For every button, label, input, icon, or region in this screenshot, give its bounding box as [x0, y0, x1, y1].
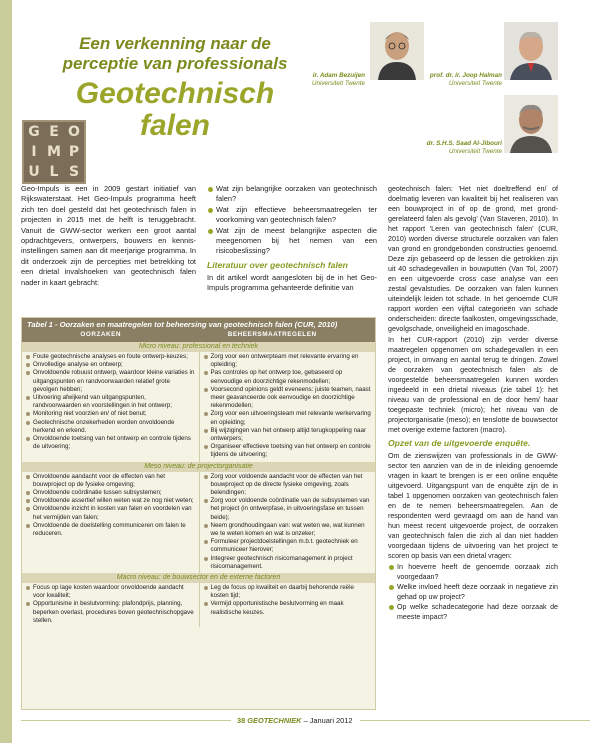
paragraph: In dit artikel wordt aangesloten bij de in het Geo-Impuls programma gehanteerde definitie van [207, 272, 377, 293]
article-title: Geotechnisch falen [75, 77, 275, 142]
table-title: Tabel 1 - Oorzaken en maatregelen tot beheersing van geotechnisch falen (CUR, 2010) [27, 320, 338, 329]
logo-letter: I [31, 144, 37, 160]
author-affiliation: Universiteit Twente [448, 148, 502, 155]
measure-item: Voorsecond opinions geldt eveneens: juiste teamen, naast meer geavanceerde ook eenvoudige en doorzichtige rekenmodellen; [203, 386, 372, 411]
page-footer [237, 716, 352, 725]
measures-cell [199, 472, 376, 573]
logo-letter: M [47, 144, 61, 160]
logo-letter: P [68, 144, 80, 160]
measure-item: Integreer geotechnisch risicomanagement in project risicomanagement. [203, 555, 372, 571]
footer-rule [360, 720, 590, 721]
logo-letter: L [49, 164, 59, 180]
column-header-measures: BEHEERSMAATREGELEN [227, 331, 317, 338]
list-item: Wat zijn effectieve beheersmaatregelen ter voorkoming van geotechnisch falen? [207, 205, 377, 226]
survey-questions-list [388, 562, 558, 622]
logo-letter: S [68, 164, 80, 180]
measure-item: Formuleer projectdoelstellingen m.b.t. geotechniek en communiceer hierover; [203, 538, 372, 554]
measure-item: Pas controles op het ontwerp toe, gebaseerd op eenvoudige en doorzichtige rekenmodellen; [203, 369, 372, 385]
cause-item: Onvolledige analyse en ontwerp; [25, 361, 195, 369]
causes-cell [22, 583, 199, 627]
measure-item: Zorg voor een ontwerpteam met relevante ervaring en opleiding; [203, 353, 372, 369]
measure-item: Zorg voor voldoende aandacht voor de effecten van het bouwproject op de directe fysieke omgeving, zoals belendingen; [203, 473, 372, 498]
author-name: ir. Adam Bezuijen [312, 72, 365, 79]
author-3 [400, 140, 502, 156]
measure-item: Organiseer effectieve toetsing van het ontwerp en controle tijdens de uitvoering; [203, 443, 372, 459]
paragraph: geotechnisch falen: 'Het niet doeltreffend en/ of doelmatig leveren van kwaliteit bij het realiseren van een bouwproject in of op de grond, met grond-gerelateerd falen als gevolg' (Van Staveren, 2010). In het rapport 'Leren van geotechnisch falen' (CUR, 2010) worden diverse structurele oorzaken van falen van grond en grondgebonden constructies genoemd. Deze zijn gebaseerd op de lessen die getrokken zijn uit 40 schadegevallen in bouwputten (Van Tol, 2007) en een uitgevoerde cross case analyse van een zestal gevalstudies. De oorzaken van falen kunnen uiteindelijk leiden tot schade. In het genoemde CUR rapport worden een vijftal categorieën van schade onderscheiden: directe faalkosten, omgevingsschade, gevolgschade, onveiligheid en imagoschade. [388, 185, 558, 333]
table-header [22, 318, 375, 342]
author-name: prof. dr. ir. Joop Halman [429, 72, 502, 79]
logo-letter: G [28, 124, 40, 140]
cause-item: Onvoldoende coördinatie tussen subsystemen; [25, 489, 195, 497]
issue-date: – Januari 2012 [303, 716, 353, 725]
paragraph: Om de zienswijzen van professionals in de GWW-sector ten aanzien van de in de inleiding genoemde vragen in kaart te brengen is er een online enquête uitgevoerd. Uitgangspunt van de enquête zijn de in tabel 1 opgenomen oorzaken van geotechnisch falen en de te nemen beheersmaatregelen. Aan de respondenten werd gevraagd om aan de hand van hun meest recent uitgevoerde project, de oorzaken van geotechnisch falen die zich al dan niet hadden voorgedaan tijdens de uitvoering van het project te scoren op basis van een drietal vragen: [388, 452, 558, 560]
geo-impuls-logo [22, 120, 86, 184]
column-3 [388, 184, 558, 622]
author-2 [410, 72, 502, 88]
measure-item: Neem grondhoudingaan van: wat weten we, wat kunnen we te weten komen en wat is onzeker; [203, 522, 372, 538]
list-item: Wat zijn belangrijke oorzaken van geotechnisch falen? [207, 184, 377, 205]
measure-item: Zorg voor een uitvoeringsteam met relevante werkervaring en opleiding; [203, 410, 372, 426]
table-section-label: Micro niveau: professional en techniek [22, 342, 375, 352]
measure-item: Zorg voor voldoende coördinatie van de subsystemen van het project (in ontwerpfase, in uitvoeringsfase en tussen beide); [203, 497, 372, 522]
measure-item: Vermijd opportunistische beslutvorming en maak realistische keuzes. [203, 600, 372, 616]
cause-item: Focus op lage kosten waardoor onvoldoende aandacht voor kwaliteit; [25, 584, 195, 600]
cause-item: Geotechnische onzekerheden worden onvoldoende herkend en erkend. [25, 419, 195, 435]
logo-letter: O [68, 124, 80, 140]
measure-item: Bij wijzigingen van het ontwerp altijd terugkoppeling naar ontwerpers; [203, 427, 372, 443]
cause-item: Onvoldoende inzicht in kosten van falen en voordelen van het vermijden van falen; [25, 505, 195, 521]
cause-item: Opportunisme in beslutvorming: plafondprijs, planning, beperken overlast, procedures boven geotechnischopgave stellen. [25, 600, 195, 625]
measure-item: Leg de focus op kwaliteit en daarbij behorende reële kosten tijd; [203, 584, 372, 600]
author-affiliation: Universiteit Twente [448, 80, 502, 87]
left-color-bar [0, 0, 12, 743]
author-photo-3 [504, 95, 558, 153]
section-heading: Literatuur over geotechnisch falen [207, 259, 348, 270]
cause-item: Foute geotechnische analyses en foute ontwerp-keuzes; [25, 353, 195, 361]
cause-item: Uitvoering afwijkend van uitgangspunten, randvoorwaarden en voorstellingen in het ontwerp; [25, 394, 195, 410]
table-1 [21, 317, 376, 710]
intro-paragraph: Geo-Impuls is een in 2009 gestart initiatief van Rijkswaterstaat. Het Geo-Impuls programma heeft zich ten doel gesteld dat het geotechnisch falen in projecten in 2015 met de helft is teruggebracht. Vanuit de GWW-sector werken een groot aantal opdrachtgevers, ontwerpers, bouwers en kennis-instellingen samen aan dit meerjarige programma. In dit onderzoek zijn de percepties met betrekking tot een drietal invalshoeken van geotechnisch falen nader in kaart gebracht: [21, 184, 196, 287]
table-row [22, 352, 375, 462]
table-row [22, 583, 375, 627]
cause-item: Onvoldoende aandacht voor de effecten van het bouwproject op de fysieke omgeving; [25, 473, 195, 489]
author-name: dr. S.H.S. Saad Al-Jibouri [426, 140, 502, 147]
table-section-label: Meso niveau: de projectorganisatie [22, 462, 375, 472]
column-1 [21, 184, 196, 289]
list-item: Op welke schadecategorie had deze oorzaak de meeste impact? [388, 602, 558, 622]
list-item: Wat zijn de meest belangrijke aspecten die meegenomen bij het nemen van een risicobeslissing? [207, 226, 377, 257]
cause-item: Monitoring niet voorzien en/ of niet benut; [25, 410, 195, 418]
measures-cell [199, 352, 376, 462]
author-affiliation: Universiteit Twente [311, 80, 365, 87]
cause-item: Onvoldoende de doelstelling communiceren om falen te reduceren. [25, 522, 195, 538]
journal-name: GEOTECHNIEK [247, 716, 302, 725]
table-section-label: Macro niveau: de bouwsector en de externe factoren [22, 573, 375, 583]
cause-item: Onvoldoende toetsing van het ontwerp en controle tijdens de uitvoering; [25, 435, 195, 451]
causes-cell [22, 352, 199, 462]
list-item: Welke invloed heeft deze oorzaak in negatieve zin gehad op uw project? [388, 582, 558, 602]
author-photo-2 [504, 22, 558, 80]
section-heading: Opzet van de uitgevoerde enquête. [388, 438, 531, 448]
cause-item: Onvoldoende assertief willen weten wat ze nog niet weten; [25, 497, 195, 505]
footer-rule [21, 720, 231, 721]
research-questions-list [207, 184, 377, 257]
paragraph: In het CUR-rapport (2010) zijn verder diverse maatregelen opgenomen om schadegevallen in een project, in omvang en aantal terug te dringen. Zowel de oorzaken van geotechnisch falen als de voorgestelde beheersmaatregelen kunnen worden ingedeeld in een drietal niveaus (zie tabel 1): het niveau van de professional en de door hem/ haar toegepaste techniek (micro); het niveau van de projectorganisatie (meso); en tenslotte de bouwsector met overige externe factoren (macro). [388, 336, 558, 434]
author-1 [300, 72, 365, 88]
causes-cell [22, 472, 199, 573]
logo-letter: U [28, 164, 40, 180]
page-number: 38 [237, 716, 246, 725]
measures-cell [199, 583, 376, 627]
article-kicker: Een verkenning naar de perceptie van professionals [62, 34, 288, 73]
cause-item: Onvoldoende robuust ontwerp, waardoor kleine variaties in uitgangspunten en randvoorwaarden relatief grote gevolgen hebben; [25, 369, 195, 394]
column-2 [207, 184, 377, 295]
list-item: In hoeverre heeft de genoemde oorzaak zich voorgedaan? [388, 562, 558, 582]
logo-letter: E [49, 124, 59, 140]
table-row [22, 472, 375, 573]
column-header-causes: OORZAKEN [80, 331, 121, 338]
